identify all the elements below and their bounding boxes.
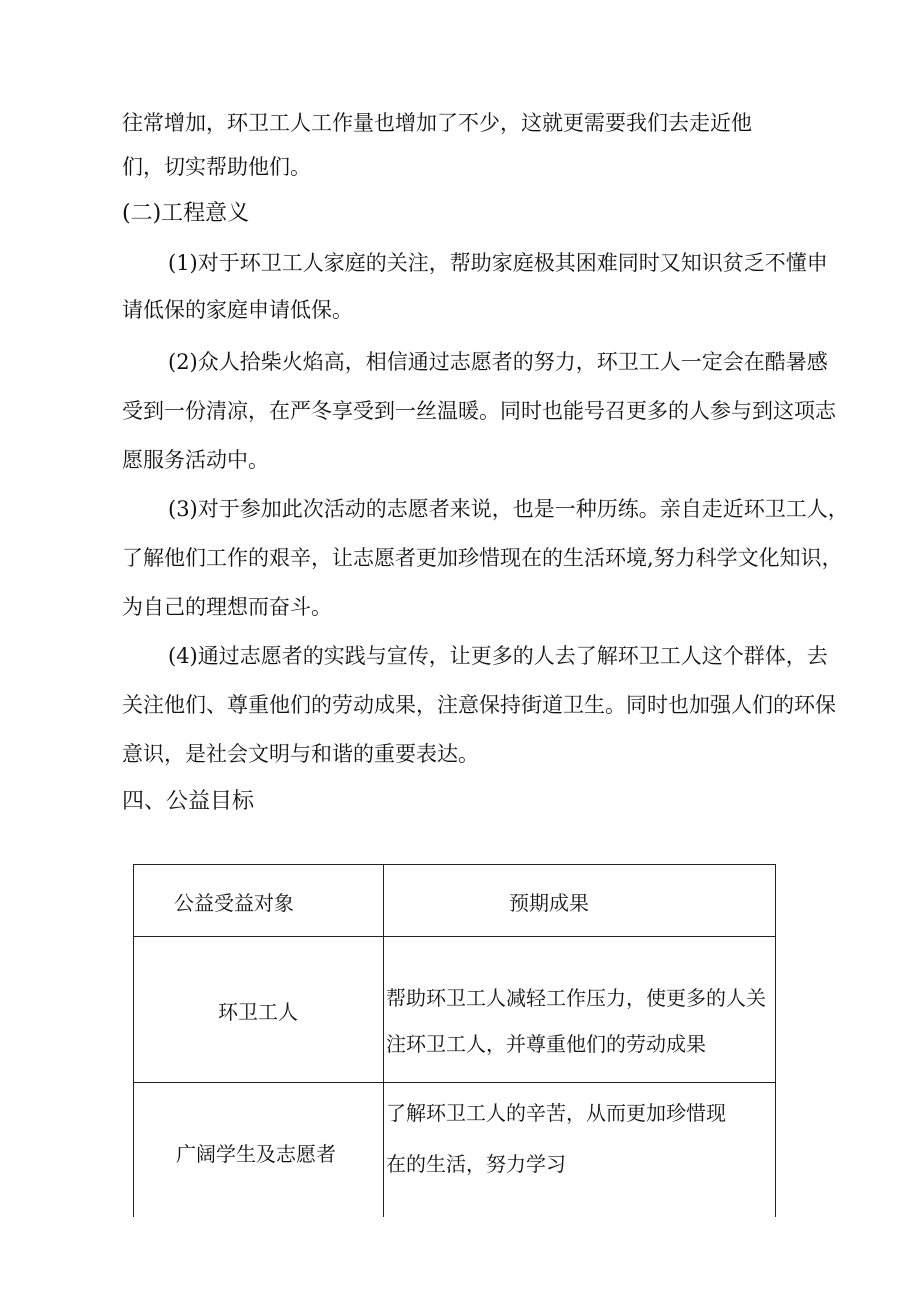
paragraph-line: 为自己的理想而奋斗。 [122,595,332,619]
header-result-label: 预期成果 [509,891,589,915]
table-row-result-cell [384,937,776,1083]
row-result-line: 注环卫工人，并尊重他们的劳动成果 [386,1032,706,1056]
table-header-cell [384,865,776,937]
paragraph-line: 们，切实帮助他们。 [122,155,311,179]
table-row-result-cell [384,1083,776,1217]
row-target: 广阔学生及志愿者 [176,1142,336,1166]
row-result-line: 在的生活，努力学习 [386,1152,566,1176]
paragraph-line: 愿服务活动中。 [122,448,269,472]
paragraph-line: 关注他们、尊重他们的劳动成果，注意保持街道卫生。同时也加强人们的环保 [122,693,836,717]
row-result-line: 帮助环卫工人减轻工作压力，使更多的人关 [386,986,766,1010]
header-target-label: 公益受益对象 [174,891,294,915]
paragraph-line: 了解他们工作的艰辛，让志愿者更加珍惜现在的生活环境,努力科学文化知识， [122,546,843,570]
paragraph-line: (3)对于参加此次活动的志愿者来说，也是一种历练。亲自走近环卫工人， [168,497,849,521]
row-result-line: 了解环卫工人的辛苦，从而更加珍惜现 [386,1101,726,1125]
row-target: 环卫工人 [218,1000,298,1024]
table-row-target-cell [134,1083,384,1217]
table-header-cell [134,865,384,937]
goals-table [133,864,776,1217]
section-heading: (二)工程意义 [122,201,250,226]
paragraph-line: 请低保的家庭申请低保。 [122,298,353,322]
paragraph-line: (1)对于环卫工人家庭的关注，帮助家庭极其困难同时又知识贫乏不懂申 [168,251,828,275]
paragraph-line: 受到一份清凉，在严冬享受到一丝温暖。同时也能号召更多的人参与到这项志 [122,399,836,423]
section-heading: 四、公益目标 [122,789,255,814]
paragraph-line: (2)众人拾柴火焰高，相信通过志愿者的努力，环卫工人一定会在酷暑感 [168,350,828,374]
paragraph-line: 意识，是社会文明与和谐的重要表达。 [122,742,479,766]
paragraph-line: 往常增加，环卫工人工作量也增加了不少，这就更需要我们去走近他 [122,111,752,135]
paragraph-line: (4)通过志愿者的实践与宣传，让更多的人去了解环卫工人这个群体，去 [168,644,828,668]
table-row-target-cell [134,937,384,1083]
